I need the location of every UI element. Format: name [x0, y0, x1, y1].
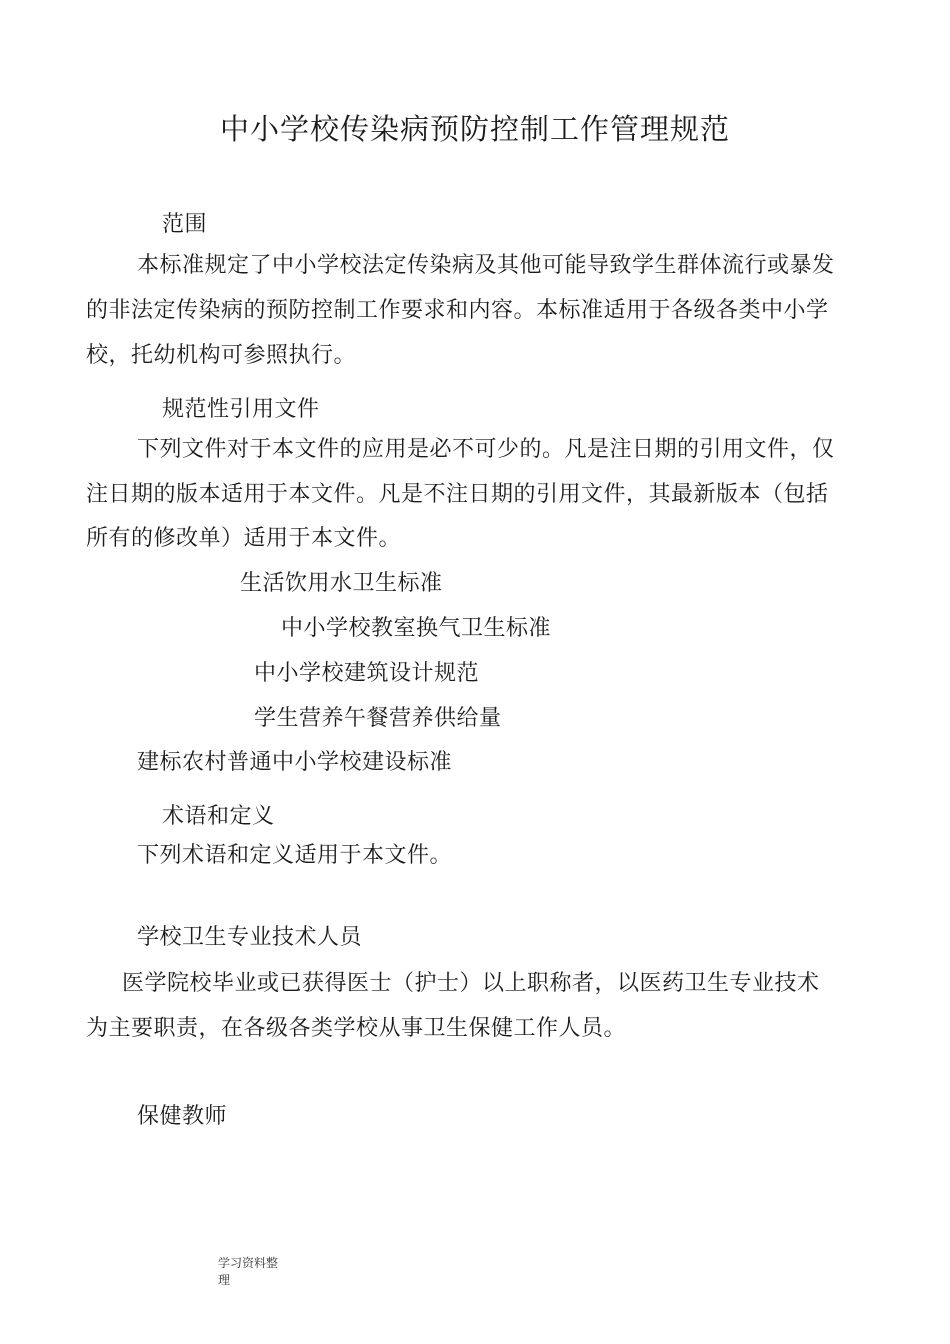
references-paragraph-line: 注日期的版本适用于本文件。凡是不注日期的引用文件，其最新版本（包括 — [86, 482, 829, 507]
term-name: 学校卫生专业技术人员 — [137, 925, 363, 950]
terms-heading: 术语和定义 — [162, 804, 275, 829]
document-title: 中小学校传染病预防控制工作管理规范 — [219, 112, 730, 146]
footer-line: 理 — [218, 1273, 231, 1287]
reference-document: 中小学校建筑设计规范 — [254, 661, 480, 686]
footer-line: 学习资料整 — [218, 1256, 279, 1270]
term-name: 保健教师 — [137, 1104, 228, 1129]
reference-document: 建标农村普通中小学校建设标准 — [137, 750, 453, 775]
scope-heading: 范围 — [162, 212, 208, 237]
terms-intro: 下列术语和定义适用于本文件。 — [137, 843, 453, 868]
term-definition-line: 医学院校毕业或已获得医士（护士）以上职称者，以医药卫生专业技术 — [122, 971, 820, 996]
scope-paragraph-line: 的非法定传染病的预防控制工作要求和内容。本标准适用于各级各类中小学 — [86, 298, 829, 323]
scope-paragraph-line: 本标准规定了中小学校法定传染病及其他可能导致学生群体流行或暴发 — [137, 253, 835, 278]
references-paragraph-line: 下列文件对于本文件的应用是必不可少的。凡是注日期的引用文件，仅 — [137, 437, 835, 462]
references-heading: 规范性引用文件 — [162, 397, 320, 422]
reference-document: 中小学校教室换气卫生标准 — [281, 616, 552, 641]
scope-paragraph-line: 校，托幼机构可参照执行。 — [86, 343, 357, 368]
term-definition-line: 为主要职责，在各级各类学校从事卫生保健工作人员。 — [86, 1016, 627, 1041]
reference-document: 学生营养午餐营养供给量 — [254, 706, 502, 731]
reference-document: 生活饮用水卫生标准 — [240, 571, 443, 596]
references-paragraph-line: 所有的修改单）适用于本文件。 — [86, 526, 402, 551]
footer-note — [218, 1255, 298, 1289]
